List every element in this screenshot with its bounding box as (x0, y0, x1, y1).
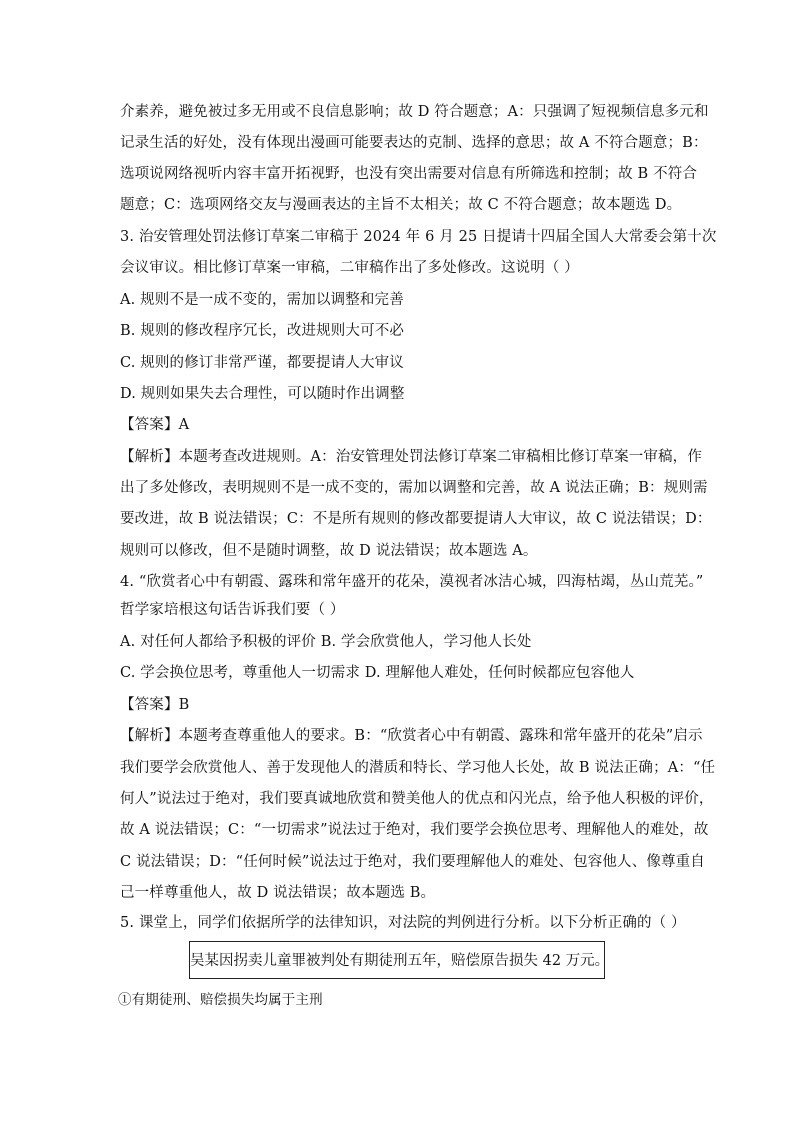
option-c: C. 规则的修订非常严谨，都要提请人大审议 (120, 355, 404, 371)
text-line: 选项说网络视听内容丰富开拓视野，也没有突出需要对信息有所筛选和控制；故 B 不符合 (120, 166, 698, 182)
analysis-text: C 说法错误；D：“任何时候”说法过于绝对，我们要理解他人的难处、包容他人、像尊重自 (120, 854, 705, 870)
case-text: 吴某因拐卖儿童罪被判处有期徒刑五年，赔偿原告损失 42 万元。 (190, 953, 610, 969)
text-line: 记录生活的好处，没有体现出漫画可能要表达的克制、选择的意思；故 A 不符合题意；B： (120, 135, 708, 151)
analysis-text: 己一样尊重他人，故 D 说法错误；故本题选 B。 (120, 885, 436, 901)
analysis-text: 故 A 说法错误；C：“一切需求”说法过于绝对，我们要学会换位思考、理解他人的难处，故 (120, 822, 709, 838)
option-b: B. 规则的修改程序冗长，改进规则大可不必 (120, 323, 405, 339)
analysis-text: 【解析】本题考查改进规则。A：治安管理处罚法修订草案二审稿相比修订草案一审稿，作 (120, 449, 702, 465)
question-3-stem: 会议审议。相比修订草案一审稿，二审稿作出了多处修改。这说明（ ） (120, 260, 579, 276)
analysis-text: 我们要学会欣赏他人、善于发现他人的潜质和特长、学习他人长处，故 B 说法正确；A：“任 (120, 760, 716, 776)
answer-label: 【答案】A (120, 417, 190, 433)
question-5-stem: 5. 课堂上，同学们依据所学的法律知识，对法院的判例进行分析。以下分析正确的（ ） (120, 915, 686, 931)
analysis-text: 何人”说法过于绝对，我们要真诚地欣赏和赞美他人的优点和闪光点，给予他人积极的评价， (120, 791, 714, 807)
case-box (189, 941, 610, 979)
text-line: 介素养，避免被过多无用或不良信息影响；故 D 符合题意；A：只强调了短视频信息多元和 (120, 104, 709, 120)
statement-1: ①有期徒刑、赔偿损失均属于主刑 (118, 992, 323, 1008)
options-ab: A. 对任何人都给予积极的评价 B. 学会欣赏他人，学习他人长处 (120, 634, 532, 650)
answer-label: 【答案】B (120, 697, 190, 713)
question-3-stem: 3. 治安管理处罚法修订草案二审稿于 2024 年 6 月 25 日提请十四届全国人大常委会第十次 (120, 229, 717, 245)
question-4-stem: 哲学家培根这句话告诉我们要（ ） (120, 602, 345, 618)
question-4-stem: 4. “欣赏者心中有朝霞、露珠和常年盛开的花朵，漠视者冰洁心城，四海枯竭，丛山荒芜。” (120, 574, 704, 590)
analysis-text: 要改进，故 B 说法错误；C：不是所有规则的修改都要提请人大审议，故 C 说法错误；D： (120, 511, 712, 527)
option-d: D. 规则如果失去合理性，可以随时作出调整 (120, 386, 405, 402)
analysis-text: 【解析】本题考查尊重他人的要求。B：“欣赏者心中有朝霞、露珠和常年盛开的花朵”启示 (120, 728, 703, 744)
option-a: A. 规则不是一成不变的，需加以调整和完善 (120, 292, 404, 308)
options-cd: C. 学会换位思考，尊重他人一切需求 D. 理解他人难处，任何时候都应包容他人 (120, 665, 635, 681)
analysis-text: 规则可以修改，但不是随时调整，故 D 说法错误；故本题选 A。 (120, 543, 538, 559)
analysis-text: 出了多处修改，表明规则不是一成不变的，需加以调整和完善，故 A 说法正确；B：规则需 (120, 480, 708, 496)
text-line: 题意；C：选项网络交友与漫画表达的主旨不太相关；故 C 不符合题意；故本题选 D。 (120, 197, 682, 213)
